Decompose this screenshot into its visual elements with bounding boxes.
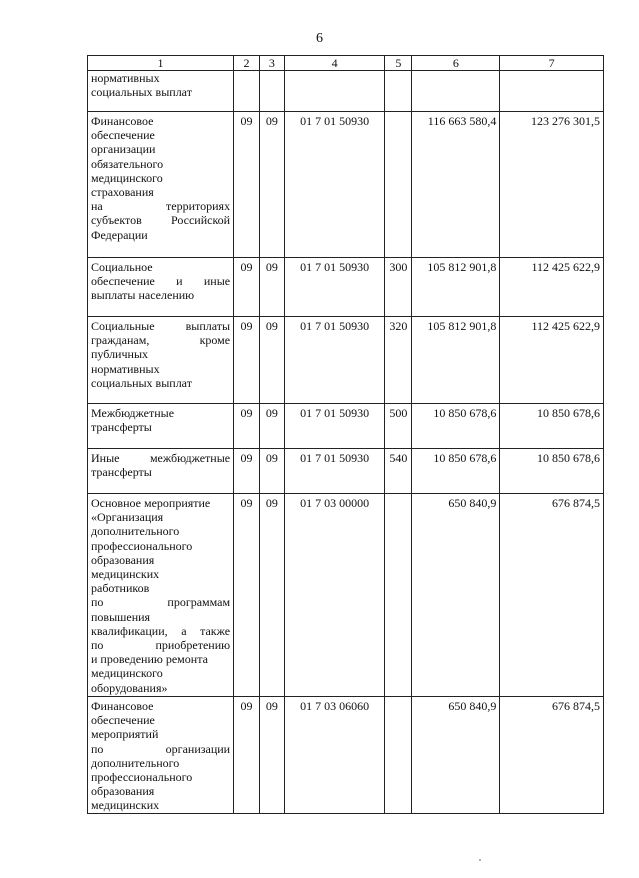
expense-type-cell: 300 [385, 258, 412, 317]
amount-year2-cell: 112 425 622,9 [500, 317, 604, 404]
expense-type-cell: 320 [385, 317, 412, 404]
row-name-line: Социальные выплаты [91, 319, 231, 333]
subsection-code-cell: 09 [259, 404, 284, 449]
column-header: 5 [385, 56, 412, 71]
amount-year1-cell: 116 663 580,4 [412, 112, 500, 258]
table-body [88, 71, 604, 814]
amount-year2-cell: 123 276 301,5 [500, 112, 604, 258]
row-name-line: нормативных [91, 361, 160, 376]
row-name-cell [88, 258, 234, 317]
row-name-line: образования [91, 552, 155, 567]
amount-year2-cell: 10 850 678,6 [500, 404, 604, 449]
page-number: 6 [316, 31, 323, 46]
subsection-code-cell: 09 [259, 449, 284, 494]
row-name-line: дополнительного [91, 524, 180, 539]
section-code-cell: 09 [234, 112, 260, 258]
row-name-cell [88, 404, 234, 449]
amount-year1-cell: 650 840,9 [412, 697, 500, 814]
row-name-line: Финансовое [91, 114, 154, 128]
target-article-cell: 01 7 01 50930 [284, 258, 385, 317]
amount-year2-cell: 10 850 678,6 [500, 449, 604, 494]
row-name-cell [88, 71, 234, 112]
scan-speck [479, 859, 481, 861]
section-code-cell: 09 [234, 404, 260, 449]
subsection-code-cell: 09 [259, 112, 284, 258]
row-name-line: субъектов Российской [91, 213, 231, 228]
amount-year1-cell: 650 840,9 [412, 494, 500, 697]
subsection-code-cell: 09 [259, 317, 284, 404]
column-header: 2 [234, 56, 260, 71]
table-row [88, 697, 604, 814]
row-name-line: Финансовое [91, 699, 154, 713]
column-header: 1 [88, 56, 234, 71]
row-name-line: профессионального [91, 770, 193, 785]
row-name-line: по программам [91, 595, 231, 610]
section-code-cell: 09 [234, 258, 260, 317]
budget-table [87, 55, 604, 814]
subsection-code-cell: 09 [259, 697, 284, 814]
subsection-code-cell: 09 [259, 494, 284, 697]
target-article-cell: 01 7 03 06060 [284, 697, 385, 814]
row-name-line: обеспечение [91, 713, 155, 728]
target-article-cell: 01 7 01 50930 [284, 449, 385, 494]
column-header: 3 [259, 56, 284, 71]
row-name-line: публичных [91, 347, 148, 362]
row-name-line: трансферты [91, 465, 152, 480]
row-name-line: гражданам, кроме [91, 333, 231, 348]
amount-year1-cell: 10 850 678,6 [412, 449, 500, 494]
row-name-cell [88, 697, 234, 814]
table-row [88, 449, 604, 494]
section-code-cell: 09 [234, 697, 260, 814]
row-name-cell [88, 449, 234, 494]
row-name-line: мероприятий [91, 727, 159, 742]
row-name-line: обеспечение и иные [91, 274, 231, 289]
target-article-cell: 01 7 01 50930 [284, 404, 385, 449]
row-name-line: социальных выплат [91, 375, 192, 390]
row-name-line: обеспечение [91, 128, 155, 143]
row-name-line: страхования [91, 185, 154, 200]
section-code-cell: 09 [234, 449, 260, 494]
row-name-line: Федерации [91, 227, 148, 242]
row-name-line: работников [91, 581, 150, 596]
row-name-line: Иные межбюджетные [91, 451, 231, 465]
header-row [88, 56, 604, 71]
row-name-line: Социальное [91, 260, 153, 274]
row-name-line: по приобретению [91, 638, 231, 653]
amount-year2-cell: 112 425 622,9 [500, 258, 604, 317]
amount-year2-cell [500, 71, 604, 112]
subsection-code-cell [259, 71, 284, 112]
row-name-line: образования [91, 784, 155, 799]
expense-type-cell [385, 697, 412, 814]
amount-year1-cell: 10 850 678,6 [412, 404, 500, 449]
section-code-cell: 09 [234, 317, 260, 404]
row-name-line: дополнительного [91, 755, 180, 770]
row-name-line: медицинского [91, 666, 163, 681]
row-name-line: Основное мероприятие [91, 496, 211, 510]
amount-year2-cell: 676 874,5 [500, 494, 604, 697]
section-code-cell: 09 [234, 494, 260, 697]
row-name-cell [88, 317, 234, 404]
row-name-line: медицинских [91, 567, 160, 582]
column-header: 4 [284, 56, 385, 71]
column-header: 7 [500, 56, 604, 71]
target-article-cell [284, 71, 385, 112]
table-row [88, 71, 604, 112]
row-name-line: профессионального [91, 538, 193, 553]
section-code-cell [234, 71, 260, 112]
column-header: 6 [412, 56, 500, 71]
row-name-line: медицинского [91, 170, 163, 185]
target-article-cell: 01 7 01 50930 [284, 317, 385, 404]
table-row [88, 404, 604, 449]
expense-type-cell: 540 [385, 449, 412, 494]
target-article-cell: 01 7 01 50930 [284, 112, 385, 258]
row-name-line: выплаты населению [91, 288, 195, 303]
row-name-line: социальных выплат [91, 85, 192, 100]
table-row [88, 258, 604, 317]
amount-year1-cell: 105 812 901,8 [412, 317, 500, 404]
amount-year1-cell [412, 71, 500, 112]
row-name-line: обязательного [91, 156, 164, 171]
row-name-line: трансферты [91, 420, 152, 435]
table-row [88, 112, 604, 258]
amount-year1-cell: 105 812 901,8 [412, 258, 500, 317]
row-name-line: повышения [91, 609, 151, 624]
row-name-line: на территориях [91, 199, 231, 214]
target-article-cell: 01 7 03 00000 [284, 494, 385, 697]
row-name-line: по организации [91, 741, 231, 756]
row-name-line: медицинских [91, 798, 160, 813]
expense-type-cell: 500 [385, 404, 412, 449]
subsection-code-cell: 09 [259, 258, 284, 317]
row-name-line: «Организация [91, 510, 164, 525]
table-row [88, 317, 604, 404]
row-name-line: и проведению ремонта [91, 652, 208, 667]
row-name-cell [88, 112, 234, 258]
row-name-line: нормативных [91, 71, 160, 85]
expense-type-cell [385, 71, 412, 112]
expense-type-cell [385, 112, 412, 258]
row-name-line: квалификации, а также [91, 623, 231, 638]
row-name-line: Межбюджетные [91, 406, 175, 420]
amount-year2-cell: 676 874,5 [500, 697, 604, 814]
row-name-line: организации [91, 142, 156, 157]
row-name-cell [88, 494, 234, 697]
expense-type-cell [385, 494, 412, 697]
table-row [88, 494, 604, 697]
row-name-line: оборудования» [91, 680, 168, 695]
